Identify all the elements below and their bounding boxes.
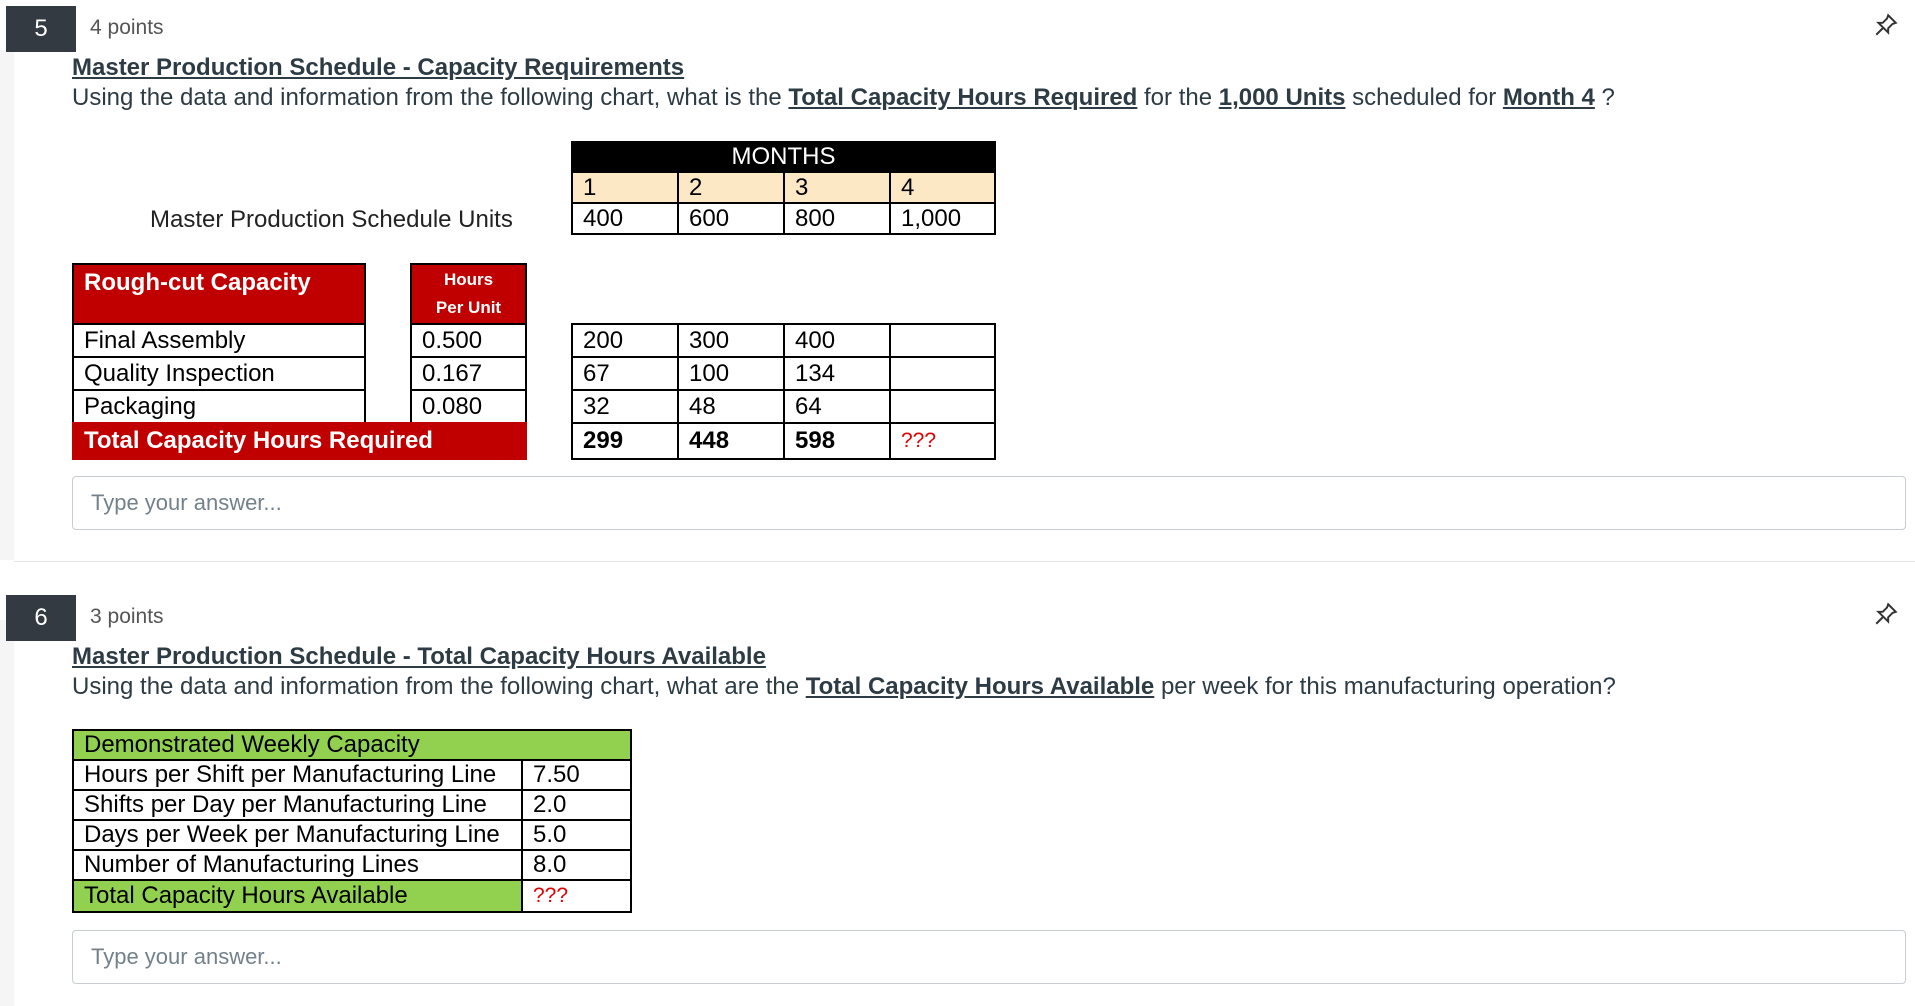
value-cell: 400 bbox=[783, 323, 891, 358]
answer-input[interactable]: Type your answer... bbox=[72, 930, 1906, 984]
question-title: Master Production Schedule - Total Capacity Hours Available bbox=[72, 643, 766, 670]
answer-input[interactable]: Type your answer... bbox=[72, 476, 1906, 530]
row-label: Final Assembly bbox=[72, 323, 366, 358]
value-cell: 300 bbox=[677, 323, 785, 358]
question-points: 3 points bbox=[90, 605, 164, 628]
units-cell: 400 bbox=[571, 202, 679, 235]
units-cell: 800 bbox=[783, 202, 891, 235]
unknown-total-cell: ??? bbox=[889, 422, 996, 460]
question-text-part: Using the data and information from the following chart, what are the bbox=[72, 673, 806, 700]
value-cell: 134 bbox=[783, 356, 891, 391]
capacity-row-value: 7.50 bbox=[521, 759, 632, 791]
value-cell: 200 bbox=[571, 323, 679, 358]
question-text bbox=[72, 673, 1616, 701]
units-cell: 600 bbox=[677, 202, 785, 235]
value-cell: 67 bbox=[571, 356, 679, 391]
month-cell: 2 bbox=[677, 171, 785, 204]
units-cell: 1,000 bbox=[889, 202, 996, 235]
month-cell: 3 bbox=[783, 171, 891, 204]
row-label: Packaging bbox=[72, 389, 366, 424]
capacity-row-value: 2.0 bbox=[521, 789, 632, 821]
pin-icon[interactable] bbox=[1873, 12, 1899, 44]
value-cell: 100 bbox=[677, 356, 785, 391]
value-cell: 48 bbox=[677, 389, 785, 424]
question-text-emphasis: 1,000 Units bbox=[1218, 84, 1346, 111]
question-text-part: per week for this manufacturing operation? bbox=[1154, 673, 1616, 700]
question-text-part: scheduled for bbox=[1345, 84, 1503, 111]
question-divider bbox=[14, 561, 1915, 562]
question-text-emphasis: Total Capacity Hours Available bbox=[805, 673, 1155, 700]
capacity-row-value: 5.0 bbox=[521, 819, 632, 851]
total-cell: 299 bbox=[571, 422, 679, 460]
left-margin-bar bbox=[0, 50, 14, 560]
month-cell: 1 bbox=[571, 171, 679, 204]
capacity-row-label: Shifts per Day per Manufacturing Line bbox=[72, 789, 523, 821]
value-cell: 32 bbox=[571, 389, 679, 424]
capacity-row-label: Hours per Shift per Manufacturing Line bbox=[72, 759, 523, 791]
question-number-badge: 5 bbox=[6, 6, 76, 52]
question-text-part: ? bbox=[1594, 84, 1615, 111]
pin-icon[interactable] bbox=[1873, 601, 1899, 633]
capacity-row-label: Number of Manufacturing Lines bbox=[72, 849, 523, 881]
unknown-total-cell: ??? bbox=[521, 879, 632, 913]
question-text-emphasis: Month 4 bbox=[1502, 84, 1595, 111]
question-number-badge: 6 bbox=[6, 595, 76, 641]
question-points: 4 points bbox=[90, 16, 164, 39]
row-rate: 0.080 bbox=[410, 389, 527, 424]
question-text-part: Using the data and information from the following chart, what is the bbox=[72, 84, 789, 111]
hours-per-unit-header bbox=[410, 263, 527, 325]
value-cell: 64 bbox=[783, 389, 891, 424]
row-rate: 0.167 bbox=[410, 356, 527, 391]
total-cell: 598 bbox=[783, 422, 891, 460]
question-title: Master Production Schedule - Capacity Requirements bbox=[72, 54, 685, 81]
left-margin-bar bbox=[0, 620, 14, 1006]
rough-cut-header: Rough-cut Capacity bbox=[72, 263, 366, 325]
capacity-row-value: 8.0 bbox=[521, 849, 632, 881]
question-text bbox=[72, 84, 1615, 112]
value-cell bbox=[889, 356, 996, 391]
question-text-emphasis: Total Capacity Hours Required bbox=[788, 84, 1138, 111]
row-label: Quality Inspection bbox=[72, 356, 366, 391]
total-required-label: Total Capacity Hours Required bbox=[72, 422, 527, 460]
hours-header-line: Hours bbox=[443, 270, 494, 289]
hours-header-line: Per Unit bbox=[435, 298, 502, 317]
mps-units-label: Master Production Schedule Units bbox=[150, 206, 513, 233]
total-available-label: Total Capacity Hours Available bbox=[72, 879, 523, 913]
total-cell: 448 bbox=[677, 422, 785, 460]
capacity-row-label: Days per Week per Manufacturing Line bbox=[72, 819, 523, 851]
value-cell bbox=[889, 389, 996, 424]
weekly-capacity-header: Demonstrated Weekly Capacity bbox=[72, 729, 632, 761]
month-cell: 4 bbox=[889, 171, 996, 204]
value-cell bbox=[889, 323, 996, 358]
question-text-part: for the bbox=[1137, 84, 1219, 111]
row-rate: 0.500 bbox=[410, 323, 527, 358]
months-header: MONTHS bbox=[571, 141, 996, 173]
